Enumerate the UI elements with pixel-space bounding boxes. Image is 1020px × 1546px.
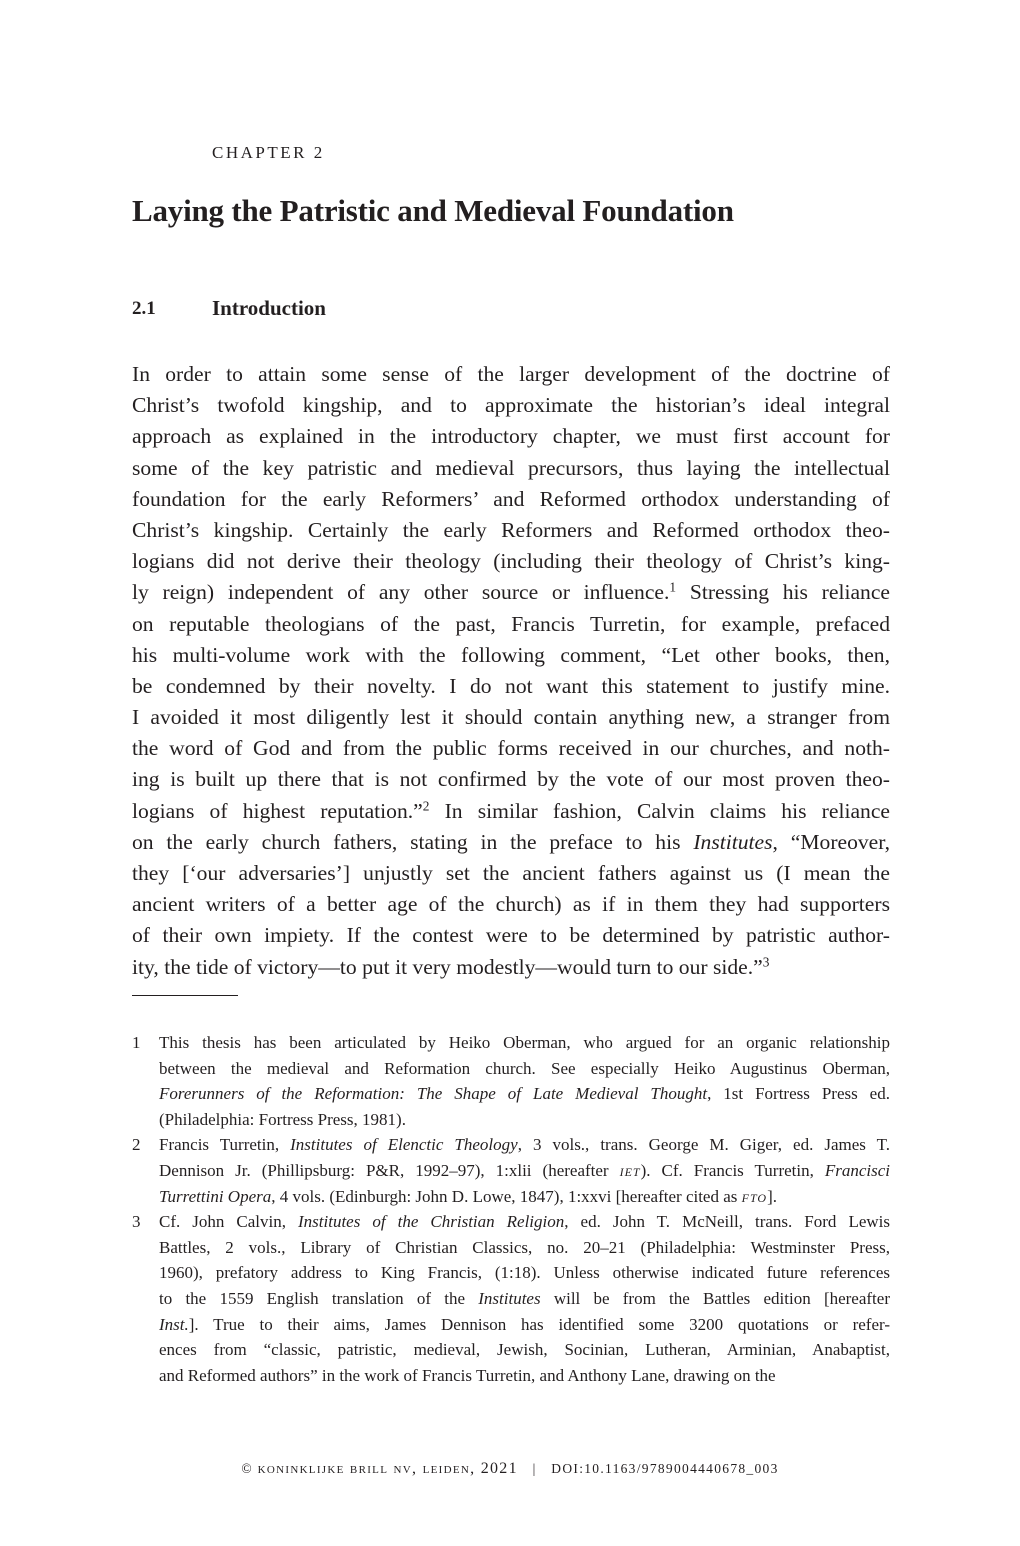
text-run: of their own impiety. If the contest were to be determined by patristic author- <box>132 923 890 948</box>
footnote <box>132 1030 890 1132</box>
text-run: , 1st Fortress Press ed. <box>707 1084 890 1104</box>
text-run: his multi-volume work with the following comment, “Let other books, then, <box>132 642 890 667</box>
text-run: some of the key patristic and medieval precursors, thus laying the intellectual <box>132 455 890 480</box>
chapter-label: CHAPTER 2 <box>212 143 325 162</box>
text-line <box>132 733 890 764</box>
text-run: ity, the tide of victory—to put it very modestly—would turn to our side.” <box>132 954 763 979</box>
footnote-reference[interactable]: 1 <box>669 579 677 595</box>
text-line <box>132 640 890 671</box>
footer-separator: | <box>532 1461 537 1476</box>
text-line <box>159 1184 890 1210</box>
text-line <box>132 764 890 795</box>
text-run: iet <box>619 1160 641 1180</box>
text-line <box>132 515 890 546</box>
text-line <box>159 1158 890 1184</box>
text-line <box>132 920 890 951</box>
text-run: , 4 vols. (Edinburgh: John D. Lowe, 1847), 1:xxvi [hereafter cited as <box>271 1186 742 1206</box>
text-run: ). Cf. Francis Turretin, <box>640 1160 825 1180</box>
text-run: ]. <box>767 1186 778 1206</box>
text-line <box>159 1235 890 1261</box>
text-line <box>132 359 890 390</box>
text-run: Francis Turretin, <box>159 1135 291 1155</box>
footnote-reference[interactable]: 3 <box>762 954 770 970</box>
text-line <box>159 1081 890 1107</box>
text-run: , 3 vols., trans. George M. Giger, ed. James T. <box>517 1135 890 1155</box>
text-run: Institutes of the Christian Religion <box>298 1212 565 1232</box>
text-line <box>132 421 890 452</box>
text-line <box>132 484 890 515</box>
body-paragraph <box>132 359 890 983</box>
text-run: they [‘our adversaries’] unjustly set the ancient fathers against us (I mean the <box>132 861 890 885</box>
copyright-symbol: © <box>241 1461 253 1476</box>
text-run: ancient writers of a better age of the church) as if in them they had supporters <box>132 892 890 917</box>
text-line <box>132 702 890 733</box>
section-number: 2.1 <box>132 298 156 319</box>
text-line <box>132 453 890 484</box>
text-line <box>159 1363 890 1389</box>
text-run: Christ’s twofold kingship, and to approximate the historian’s ideal integral <box>132 393 890 418</box>
text-run: and Reformed authors” in the work of Francis Turretin, and Anthony Lane, drawing on the <box>159 1365 776 1385</box>
footnote-reference[interactable]: 2 <box>422 798 430 814</box>
text-line <box>159 1030 890 1056</box>
text-line <box>132 796 890 827</box>
publisher: koninklijke brill nv, leiden, 2021 <box>257 1460 518 1477</box>
text-run: (Philadelphia: Fortress Press, 1981). <box>159 1109 406 1129</box>
text-line <box>132 858 890 889</box>
text-run: between the medieval and Reformation church. See especially Heiko Augustinus Oberman, <box>159 1058 890 1078</box>
text-line <box>159 1312 890 1338</box>
page-footer <box>0 1460 1020 1478</box>
text-run: Francisci <box>824 1160 891 1180</box>
text-run: approach as explained in the introductory chapter, we must first account for <box>132 424 890 449</box>
text-line <box>132 390 890 421</box>
text-run: the word of God and from the public forms received in our churches, and noth- <box>132 736 890 761</box>
text-run: ]. True to their aims, James Dennison has identified some 3200 quotations or refer- <box>188 1314 890 1334</box>
footnote-divider <box>132 995 238 996</box>
text-run: logians of highest reputation.” <box>132 798 423 823</box>
text-run: Dennison Jr. (Phillipsburg: P&R, 1992–97), 1:xlii (hereafter <box>159 1160 620 1180</box>
text-line <box>159 1209 890 1235</box>
text-run: In order to attain some sense of the larger development of the doctrine of <box>132 362 890 386</box>
text-line <box>159 1056 890 1082</box>
text-run: I avoided it most diligently lest it should contain anything new, a stranger from <box>132 705 890 730</box>
text-run: This thesis has been articulated by Heiko Oberman, who argued for an organic relationship <box>159 1033 890 1052</box>
text-line <box>132 609 890 640</box>
text-line <box>132 546 890 577</box>
section-title: Introduction <box>212 296 326 320</box>
text-run: on reputable theologians of the past, Francis Turretin, for example, prefaced <box>132 611 890 636</box>
doi-link[interactable]: DOI:10.1163/9789004440678_003 <box>551 1461 779 1476</box>
text-run: ing is built up there that is not confirmed by the vote of our most proven theo- <box>132 767 890 792</box>
footnote <box>132 1132 890 1209</box>
footnote <box>132 1209 890 1388</box>
footnote-number: 3 <box>132 1212 141 1232</box>
text-line <box>132 671 890 702</box>
text-run: Stressing his reliance <box>676 580 891 605</box>
text-run: to the 1559 English translation of the <box>159 1288 479 1308</box>
text-run: Institutes <box>693 829 773 854</box>
text-run: Institutes <box>478 1288 541 1308</box>
text-run: foundation for the early Reformers’ and Reformed orthodox understanding of <box>132 486 890 511</box>
text-line <box>132 577 890 608</box>
text-run: In similar fashion, Calvin claims his reliance <box>429 798 890 823</box>
text-run: logians did not derive their theology (including their theology of Christ’s king- <box>132 549 890 574</box>
text-run: 1960), prefatory address to King Francis, (1:18). Unless otherwise indicated future references <box>159 1263 890 1283</box>
text-run: fto <box>741 1186 768 1206</box>
text-line <box>159 1286 890 1312</box>
text-run: , “Moreover, <box>772 829 890 854</box>
text-run: , ed. John T. McNeill, trans. Ford Lewis <box>564 1212 890 1232</box>
text-run: Christ’s kingship. Certainly the early Reformers and Reformed orthodox theo- <box>132 517 890 542</box>
text-line <box>159 1132 890 1158</box>
footnote-number: 1 <box>132 1033 141 1052</box>
text-run: Turrettini Opera <box>159 1186 272 1206</box>
text-run: be condemned by their novelty. I do not want this statement to justify mine. <box>132 673 890 698</box>
text-line <box>159 1260 890 1286</box>
footnotes <box>132 1030 890 1388</box>
text-line <box>132 827 890 858</box>
text-run: ences from “classic, patristic, medieval, Jewish, Socinian, Lutheran, Arminian, Anabaptist, <box>159 1340 890 1360</box>
text-line <box>159 1107 890 1133</box>
text-run: Battles, 2 vols., Library of Christian Classics, no. 20–21 (Philadelphia: Westminster Press, <box>159 1237 890 1257</box>
text-run: Cf. John Calvin, <box>159 1212 299 1232</box>
text-run: ly reign) independent of any other source or influence. <box>132 580 670 605</box>
text-run: Forerunners of the Reformation: The Shape of Late Medieval Thought <box>159 1084 708 1104</box>
chapter-title: Laying the Patristic and Medieval Foundation <box>132 193 734 228</box>
text-run: Institutes of Elenctic Theology <box>290 1135 518 1155</box>
text-run: will be from the Battles edition [hereafter <box>540 1288 890 1308</box>
text-line <box>159 1337 890 1363</box>
footnote-number: 2 <box>132 1135 141 1155</box>
text-line <box>132 889 890 920</box>
text-run: on the early church fathers, stating in the preface to his <box>132 829 694 854</box>
text-line <box>132 952 890 983</box>
text-run: Inst. <box>159 1314 189 1334</box>
